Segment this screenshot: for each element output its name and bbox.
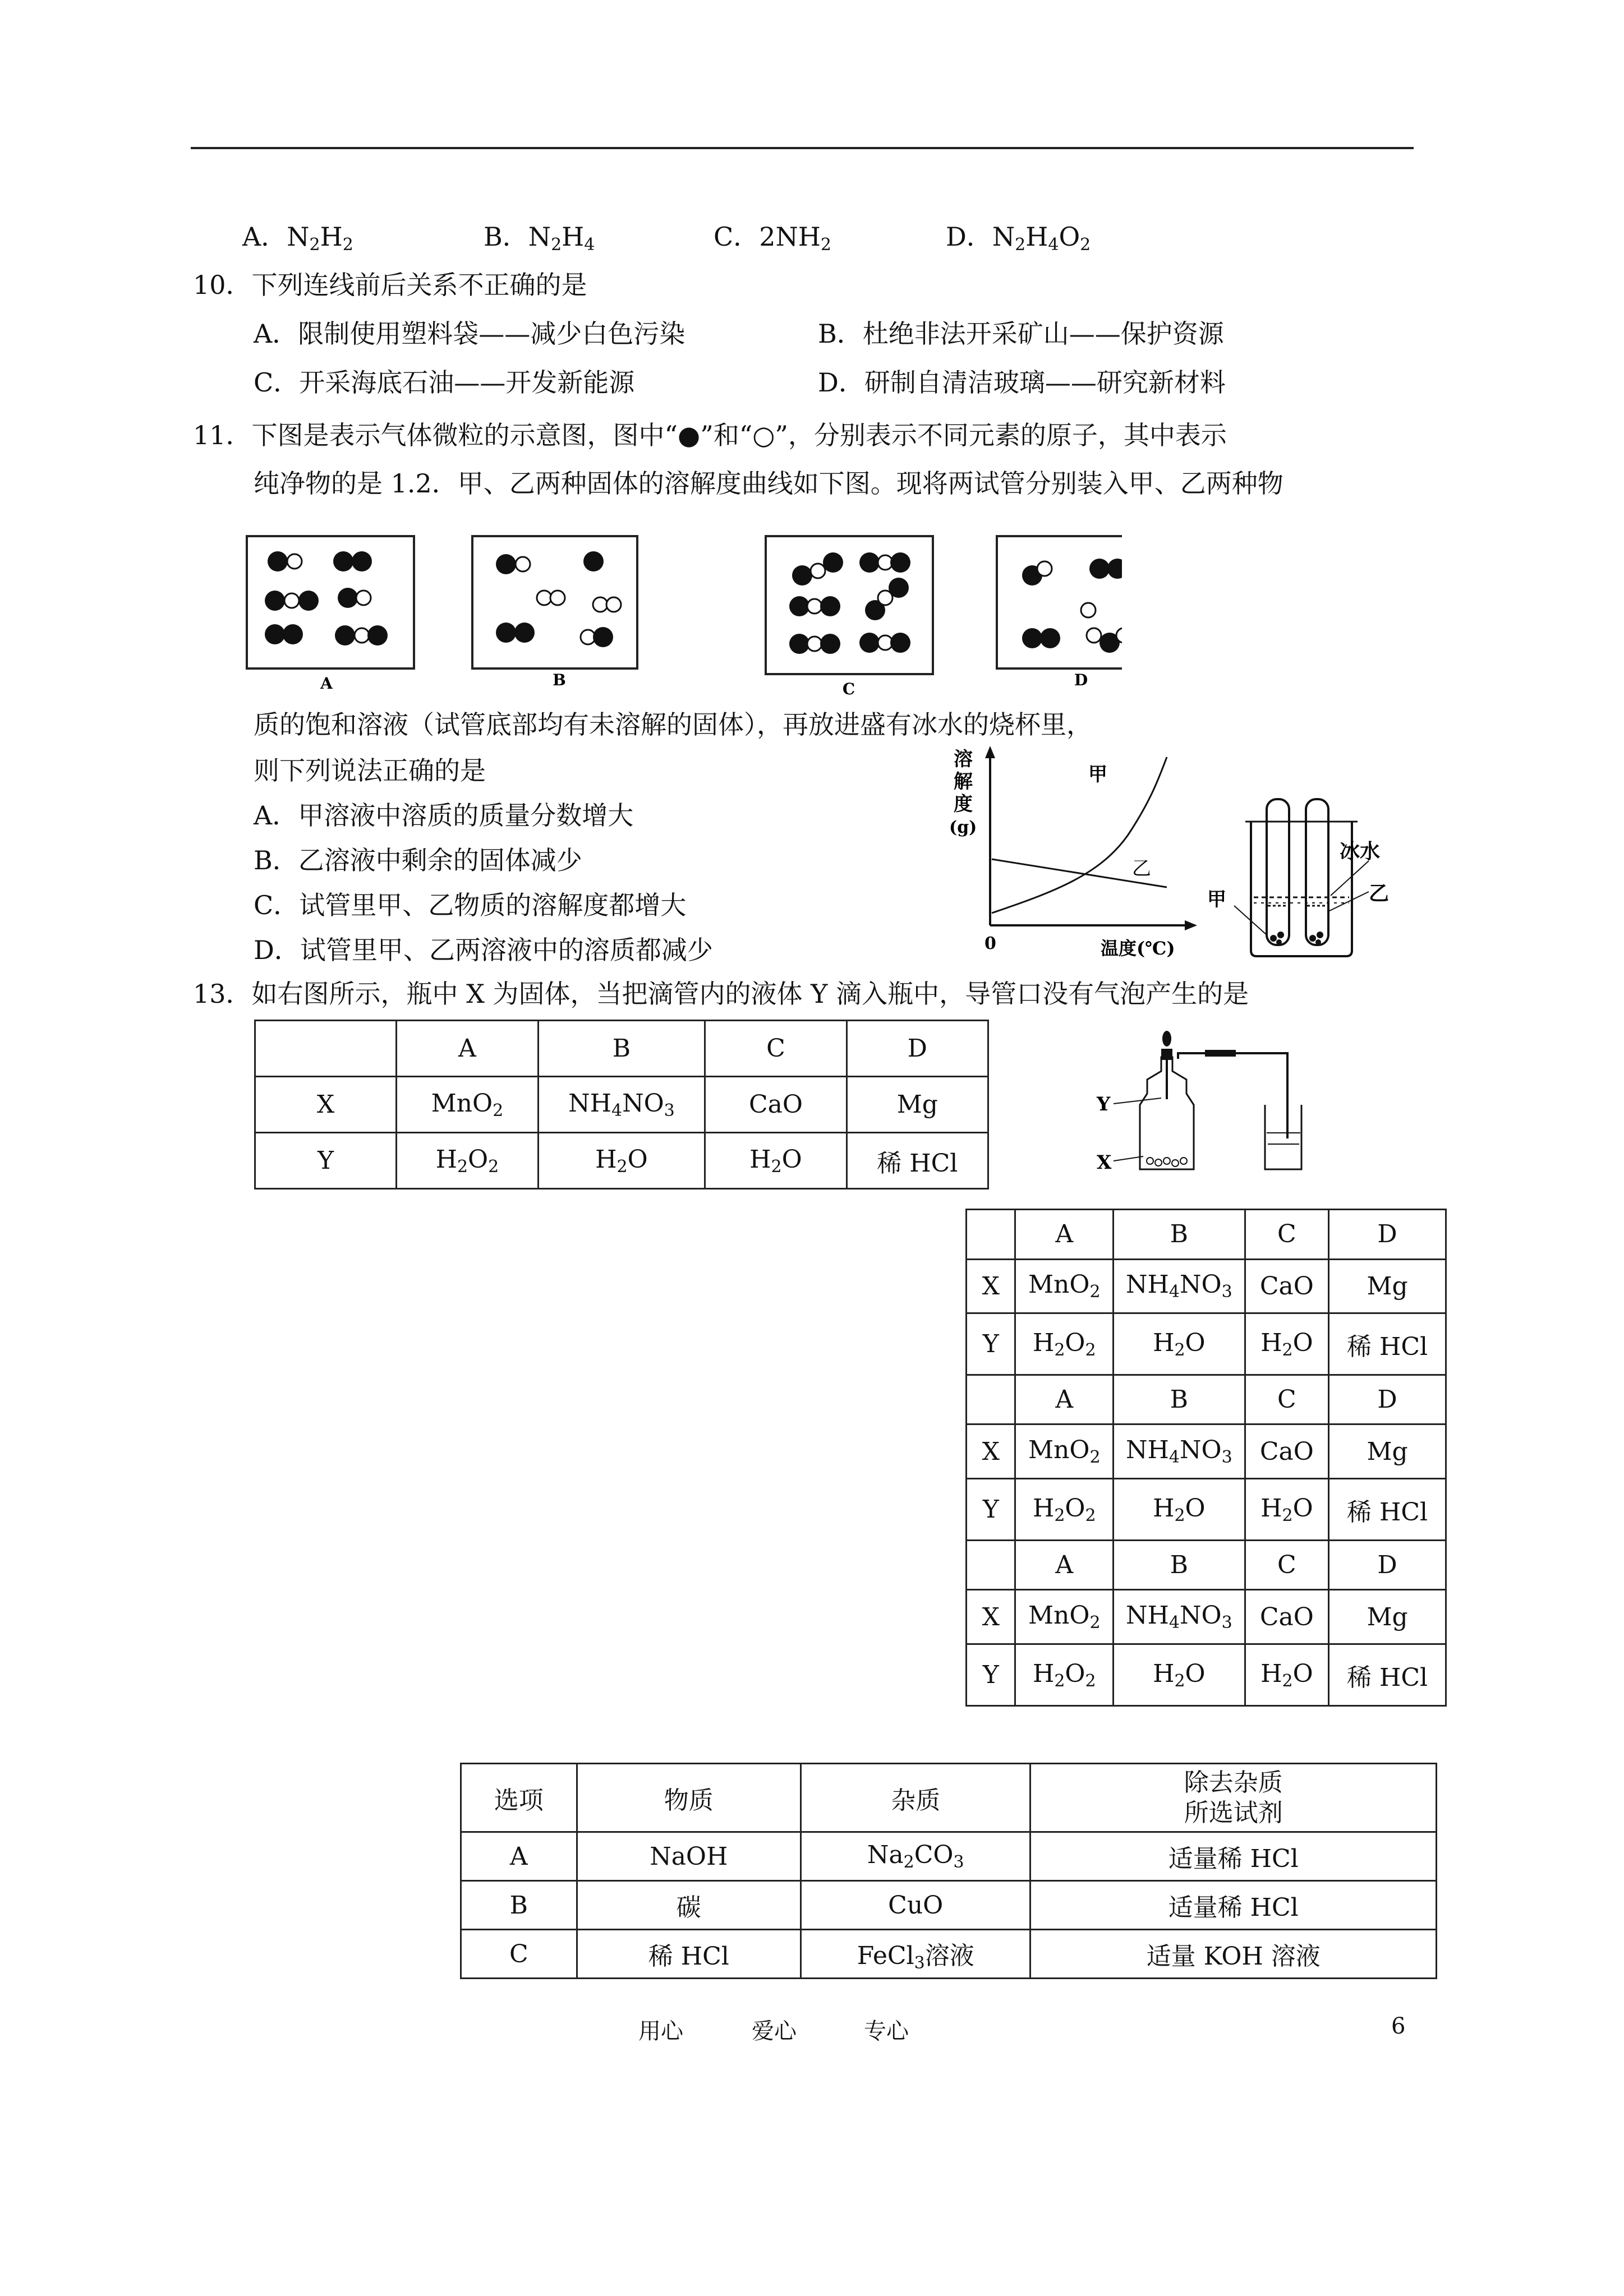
- molecule-box-b: [472, 536, 637, 668]
- graph-y-label-3: 度: [954, 793, 973, 815]
- table-cell: 稀 HCl: [1329, 1479, 1446, 1541]
- table-cell: MnO$_2$: [1015, 1259, 1114, 1313]
- table-cell: B: [1114, 1375, 1245, 1424]
- table-cell: C: [461, 1930, 577, 1979]
- table-cell: Y: [967, 1644, 1015, 1706]
- table-cell: $Na_2CO_3$: [801, 1832, 1030, 1881]
- table-cell: X: [967, 1590, 1015, 1644]
- table-cell: 适量稀 HCl: [1030, 1881, 1437, 1930]
- q9-option-a: A．$N_2H_2$: [242, 222, 353, 255]
- graph-label-yi: 乙: [1132, 857, 1151, 880]
- molecule-box-a: [247, 536, 414, 668]
- table-cell: CaO: [1245, 1424, 1329, 1479]
- q13-stem: 13．如右图所示，瓶中 X 为固体，当把滴管内的液体 Y 滴入瓶中，导管口没有气泡产生的是: [193, 979, 1249, 1009]
- graph-y-label-2: 解: [954, 771, 973, 793]
- q10-option-a: A．限制使用塑料袋——减少白色污染: [254, 319, 686, 349]
- table-cell: X: [255, 1077, 397, 1133]
- molecule-label-d: D: [1074, 671, 1088, 689]
- molecule-label-c: C: [842, 680, 855, 698]
- header-line: 所选试剂: [1184, 1798, 1283, 1827]
- table-cell: $H_2O_2$: [397, 1133, 539, 1189]
- table-cell: CuO: [801, 1881, 1030, 1930]
- table-cell: [967, 1210, 1015, 1260]
- table-cell: D: [1329, 1210, 1446, 1260]
- table-cell: Mg: [1329, 1590, 1446, 1644]
- graph-origin: 0: [984, 934, 996, 953]
- table-row: [967, 1210, 1446, 1260]
- table-row: [967, 1479, 1446, 1541]
- table-cell: X: [967, 1424, 1015, 1479]
- table-cell: 稀 HCl: [1329, 1313, 1446, 1375]
- table-cell: $H_2O_2$: [1015, 1479, 1114, 1541]
- q9-option-c: C．$2NH_2$: [714, 222, 831, 255]
- table-cell: $NH_4NO_3$: [1114, 1259, 1245, 1313]
- table-cell: 稀 HCl: [846, 1133, 988, 1189]
- table-cell: CaO: [705, 1077, 846, 1133]
- footer-text-1: 用心: [638, 2018, 683, 2044]
- table-cell: $H_2O$: [1245, 1644, 1329, 1706]
- table-cell: Mg: [846, 1077, 988, 1133]
- q10-option-b: B．杜绝非法开采矿山——保护资源: [818, 319, 1224, 349]
- table-cell: Y: [967, 1313, 1015, 1375]
- table-cell: 稀 HCl: [1329, 1644, 1446, 1706]
- q11-line2: 纯净物的是 1.2．甲、乙两种固体的溶解度曲线如下图。现将两试管分别装入甲、乙两种物: [254, 468, 1283, 499]
- table-cell: A: [397, 1021, 539, 1077]
- table-row: [967, 1424, 1446, 1479]
- table-cell: NaOH: [577, 1832, 801, 1881]
- table-row: [255, 1077, 988, 1133]
- molecule-label-a: A: [320, 674, 333, 693]
- q10-option-d: D．研制自清洁玻璃——研究新材料: [818, 367, 1226, 398]
- table-cell: $H_2O$: [1114, 1644, 1245, 1706]
- table-cell: B: [461, 1881, 577, 1930]
- apparatus-label-yi: 乙: [1369, 882, 1390, 905]
- impurity-table: [460, 1763, 1437, 1979]
- table-cell: C: [1245, 1540, 1329, 1590]
- table-cell: A: [1015, 1210, 1114, 1260]
- table-cell: $NH_4NO_3$: [538, 1077, 705, 1133]
- molecule-box-c: [766, 536, 933, 674]
- table-cell: $H_2O$: [538, 1133, 705, 1189]
- table-cell: $H_2O_2$: [1015, 1644, 1114, 1706]
- table-cell: MnO$_2$: [1015, 1424, 1114, 1479]
- table-cell: $H_2O$: [705, 1133, 846, 1189]
- footer-text-2: 爱心: [752, 2018, 797, 2044]
- table-row: [461, 1764, 1437, 1832]
- molecule-box-d: [997, 536, 1122, 668]
- table-row: [967, 1313, 1446, 1375]
- table-cell: 物质: [577, 1764, 801, 1832]
- table-cell: C: [1245, 1210, 1329, 1260]
- header-line: 除去杂质: [1184, 1768, 1283, 1797]
- table-row: [967, 1644, 1446, 1706]
- table-cell: $H_2O$: [1245, 1479, 1329, 1541]
- apparatus-label-ice-water: 冰水: [1340, 840, 1381, 863]
- repeated-table: [965, 1209, 1447, 1707]
- table-cell: B: [1114, 1210, 1245, 1260]
- q13-table: [254, 1020, 989, 1190]
- table-cell: $NH_4NO_3$: [1114, 1424, 1245, 1479]
- table-cell: 适量稀 HCl: [1030, 1832, 1437, 1881]
- table-cell: C: [1245, 1375, 1329, 1424]
- table-row: [461, 1832, 1437, 1881]
- table-cell: MnO$_2$: [1015, 1590, 1114, 1644]
- apparatus-label-jia: 甲: [1207, 888, 1226, 911]
- table-row: [255, 1021, 988, 1077]
- header-rule: [191, 147, 1414, 149]
- q9-option-b: B．$N_2H_4$: [484, 222, 595, 255]
- table-cell: $H_2O$: [1114, 1313, 1245, 1375]
- table-cell: X: [967, 1259, 1015, 1313]
- table-cell: $H_2O$: [1114, 1479, 1245, 1541]
- table-row: [967, 1540, 1446, 1590]
- graph-y-label-1: 溶: [954, 748, 973, 771]
- table-cell: [967, 1540, 1015, 1590]
- table-row: [967, 1590, 1446, 1644]
- table-cell: D: [1329, 1375, 1446, 1424]
- table-cell: B: [538, 1021, 705, 1077]
- apparatus-label-y: Y: [1097, 1093, 1111, 1115]
- graph-label-jia: 甲: [1088, 763, 1107, 786]
- table-cell: $NH_4NO_3$: [1114, 1590, 1245, 1644]
- table-cell: Y: [255, 1133, 397, 1189]
- q11-line1: 11．下图是表示气体微粒的示意图，图中“●”和“○”，分别表示不同元素的原子，其中表示: [193, 420, 1227, 450]
- table-cell: $H_2O$: [1245, 1313, 1329, 1375]
- table-row: [461, 1881, 1437, 1930]
- table-cell: $H_2O_2$: [1015, 1313, 1114, 1375]
- ice-water-apparatus: [1200, 788, 1414, 967]
- table-row: [461, 1930, 1437, 1979]
- table-cell: A: [1015, 1540, 1114, 1590]
- gas-apparatus: [1094, 1026, 1307, 1189]
- table-row: [255, 1133, 988, 1189]
- graph-x-label: 温度(℃): [1101, 938, 1175, 959]
- q12-option-b: B．乙溶液中剩余的固体减少: [254, 845, 582, 875]
- solubility-graph: [931, 740, 1200, 965]
- table-cell: FeCl$_3$溶液: [801, 1930, 1030, 1979]
- apparatus-label-x: X: [1097, 1151, 1112, 1174]
- table-cell: MnO$_2$: [397, 1077, 539, 1133]
- table-cell: 稀 HCl: [577, 1930, 801, 1979]
- table-cell: Mg: [1329, 1259, 1446, 1313]
- table-cell: CaO: [1245, 1259, 1329, 1313]
- q12-option-a: A．甲溶液中溶质的质量分数增大: [254, 800, 634, 831]
- table-row: [967, 1375, 1446, 1424]
- table-cell: D: [846, 1021, 988, 1077]
- q12-line1: 质的饱和溶液（试管底部均有未溶解的固体），再放进盛有冰水的烧杯里，: [254, 709, 1092, 740]
- q12-option-c: C．试管里甲、乙物质的溶解度都增大: [254, 890, 687, 920]
- q12-option-d: D．试管里甲、乙两溶液中的溶质都减少: [254, 935, 713, 965]
- table-cell: Mg: [1329, 1424, 1446, 1479]
- table-cell: C: [705, 1021, 846, 1077]
- table-cell: [967, 1375, 1015, 1424]
- table-cell: 杂质: [801, 1764, 1030, 1832]
- table-cell: CaO: [1245, 1590, 1329, 1644]
- table-cell: 碳: [577, 1881, 801, 1930]
- table-cell: [255, 1021, 397, 1077]
- table-cell: 选项: [461, 1764, 577, 1832]
- table-cell: A: [461, 1832, 577, 1881]
- page-number: 6: [1391, 2013, 1406, 2039]
- table-cell: [1030, 1764, 1437, 1832]
- table-cell: B: [1114, 1540, 1245, 1590]
- table-cell: A: [1015, 1375, 1114, 1424]
- q9-option-d: D．$N_2H_4O_2$: [946, 222, 1091, 255]
- graph-y-label-4: (g): [949, 818, 977, 837]
- q12-line2: 则下列说法正确的是: [254, 755, 486, 786]
- q10-option-c: C．开采海底石油——开发新能源: [254, 367, 635, 398]
- table-row: [967, 1259, 1446, 1313]
- footer-text-3: 专心: [864, 2018, 909, 2044]
- table-cell: Y: [967, 1479, 1015, 1541]
- table-cell: D: [1329, 1540, 1446, 1590]
- molecule-diagrams: [241, 532, 1122, 700]
- q10-stem: 10．下列连线前后关系不正确的是: [193, 270, 587, 300]
- table-cell: 适量 KOH 溶液: [1030, 1930, 1437, 1979]
- molecule-label-b: B: [553, 671, 566, 689]
